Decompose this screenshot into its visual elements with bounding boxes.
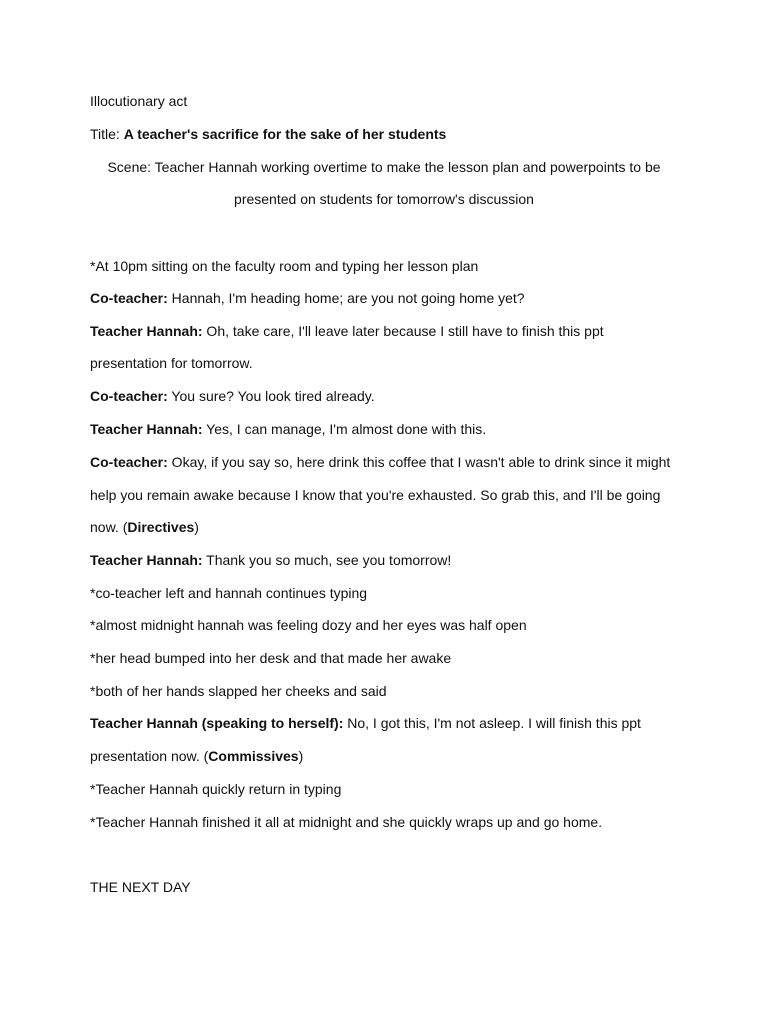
speaker-name: Co-teacher: [90,454,168,470]
section-heading: THE NEXT DAY [90,879,191,895]
dialogue-continuation: help you remain awake because I know that you're exhausted. So grab this, and I'll be going [90,487,661,503]
speaker-name: Teacher Hannah: [90,421,203,437]
stage-direction: *At 10pm sitting on the faculty room and typing her lesson plan [90,258,479,274]
dialogue-text: ) [298,748,304,764]
speaker-name: Co-teacher: [90,388,168,404]
speaker-name: Teacher Hannah: [90,552,203,568]
title-line [90,125,446,143]
dialogue-line [90,387,375,405]
title-label: Title: [90,126,124,142]
dialogue-text: presentation now. ( [90,748,209,764]
scene-line-2: presented on students for tomorrow's discussion [234,191,534,207]
dialogue-text: Hannah, I'm heading home; are you not going home yet? [167,290,525,306]
stage-direction: *Teacher Hannah finished it all at midnight and she quickly wraps up and go home. [90,814,603,830]
speaker-name: Teacher Hannah (speaking to herself): [90,715,344,731]
dialogue-line [90,420,486,438]
stage-direction: *Teacher Hannah quickly return in typing [90,781,342,797]
speaker-name: Teacher Hannah: [90,323,203,339]
dialogue-text: ) [194,519,199,535]
title-text: A teacher's sacrifice for the sake of her students [123,126,447,142]
speech-act-label: Commissives [208,748,299,764]
dialogue-text: Okay, if you say so, here drink this coffee that I wasn't able to drink since it might [167,454,671,470]
stage-direction: *almost midnight hannah was feeling dozy and her eyes was half open [90,617,527,633]
heading: Illocutionary act [90,93,188,109]
dialogue-line [90,551,451,569]
speaker-name: Co-teacher: [90,290,168,306]
speech-act-label: Directives [127,519,195,535]
dialogue-text: Oh, take care, I'll leave later because I still have to finish this ppt [202,323,604,339]
stage-direction: *co-teacher left and hannah continues typing [90,585,368,601]
dialogue-line [90,453,670,471]
dialogue-text: You sure? You look tired already. [167,388,375,404]
dialogue-continuation [90,747,303,765]
scene-line-1: Scene: Teacher Hannah working overtime to make the lesson plan and powerpoints to be [107,159,661,175]
dialogue-text: No, I got this, I'm not asleep. I will finish this ppt [343,715,641,731]
dialogue-line [90,289,525,307]
stage-direction: *her head bumped into her desk and that made her awake [90,650,452,666]
dialogue-continuation: presentation for tomorrow. [90,355,253,371]
dialogue-text: Yes, I can manage, I'm almost done with this. [202,421,487,437]
stage-direction: *both of her hands slapped her cheeks and said [90,683,387,699]
dialogue-text: now. ( [90,519,128,535]
dialogue-line [90,714,641,732]
dialogue-line [90,322,604,340]
dialogue-continuation [90,518,199,536]
dialogue-text: Thank you so much, see you tomorrow! [202,552,452,568]
